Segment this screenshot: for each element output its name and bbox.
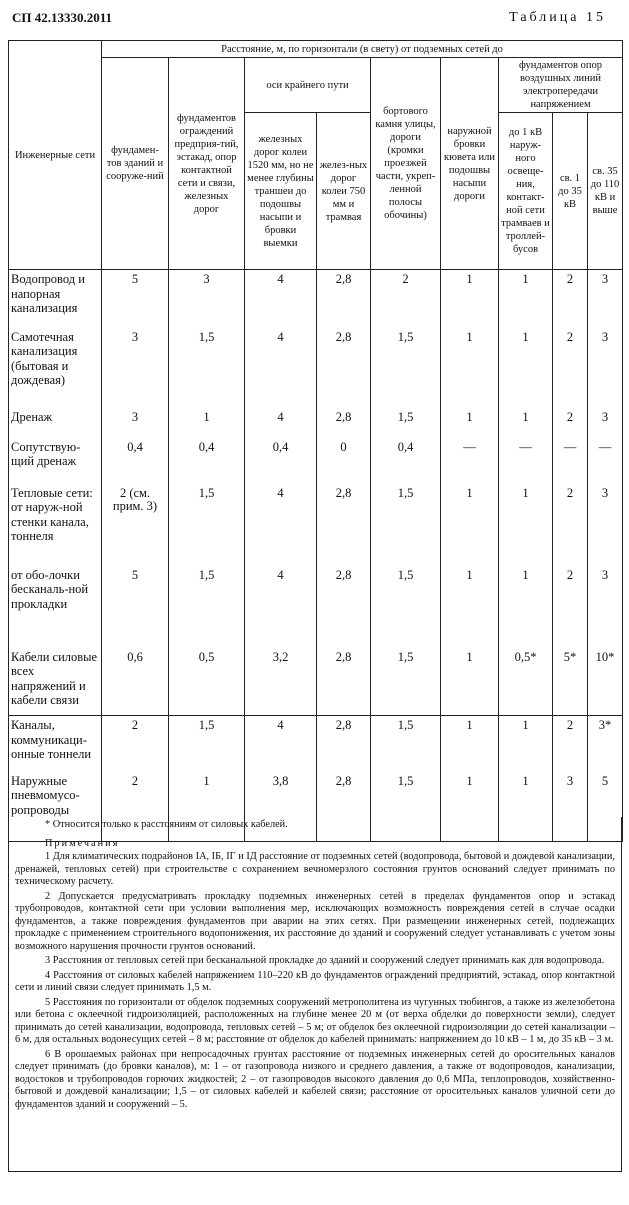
table-row [9, 716, 623, 772]
distance-table [8, 40, 623, 842]
distance-value: 1,5 [371, 484, 441, 566]
header-distance: Расстояние, м, по горизонтали (в свету) от подземных сетей до [102, 41, 623, 58]
network-name: Водопровод и напорная канализация [9, 270, 102, 328]
distance-value: 4 [245, 270, 317, 328]
distance-value: 3 [102, 408, 169, 438]
distance-value: 10* [588, 648, 623, 716]
note-item: 3 Расстояния от тепловых сетей при бесканальной прокладке до зданий и сооружений следует принимать как для водопровода. [45, 955, 605, 966]
header-networks: Инженерные сети [9, 41, 102, 270]
distance-value: 2 (см. прим. 3) [102, 484, 169, 566]
table-row [9, 328, 623, 408]
distance-value: 3 [102, 328, 169, 408]
distance-value: 5 [102, 270, 169, 328]
distance-value: 3* [588, 716, 623, 772]
distance-value: 1 [499, 270, 553, 328]
distance-value: 3 [588, 408, 623, 438]
distance-value: 2 [553, 484, 588, 566]
network-name: Самотечная канализация (бытовая и дождевая) [9, 328, 102, 408]
distance-value: 3 [588, 566, 623, 648]
distance-value: 1 [441, 408, 499, 438]
distance-value: 3 [588, 270, 623, 328]
distance-value: 1 [499, 772, 553, 842]
distance-value: 3 [169, 270, 245, 328]
distance-value: 0 [317, 438, 371, 484]
network-name: от обо-лочки бесканаль-ной прокладки [9, 566, 102, 648]
distance-value: 4 [245, 328, 317, 408]
network-name: Сопутствую-щий дренаж [9, 438, 102, 484]
page-header [8, 10, 620, 32]
distance-value: 1 [499, 484, 553, 566]
distance-value: 1 [441, 716, 499, 772]
distance-value: 1 [441, 484, 499, 566]
distance-value: 1 [169, 772, 245, 842]
distance-value: 1,5 [169, 716, 245, 772]
distance-value: 2 [553, 408, 588, 438]
distance-value: 0,5* [499, 648, 553, 716]
header-curb: бортового камня улицы, дороги (кромки проезжей части, укреп-ленной полосы обочины) [371, 58, 441, 270]
distance-value: 1,5 [169, 328, 245, 408]
distance-value: — [441, 438, 499, 484]
distance-value: 4 [245, 566, 317, 648]
notes-section [8, 817, 622, 1172]
table-label: Таблица 15 [509, 10, 606, 25]
table-row [9, 484, 623, 566]
distance-value: 2 [553, 270, 588, 328]
table-row [9, 648, 623, 716]
distance-value: 1,5 [371, 408, 441, 438]
distance-value: 0,4 [169, 438, 245, 484]
distance-value: 1,5 [371, 328, 441, 408]
note-item: 2 Допускается предусматривать прокладку подземных инженерных сетей в пределах фундаментов опор и эстакад трубопроводов, контактной сети при условии выполнения мер, исключающих возможность повреждения сетей в случае осадки фундаментов, а также повреждения фундаментов при аварии на этих сетях. При размещении инженерных сетей, подлежащих прокладке с применением строительного водопонижения, их расстояние до зданий и сооружений следует устанавливать с учетом зоны возможного нарушения прочности грунтов оснований. [15, 890, 615, 952]
distance-value: 1 [499, 408, 553, 438]
header-railway-750: желез-ных дорог колеи 750 мм и трамвая [317, 113, 371, 270]
header-foundations-fences: фундаментов ограждений предприя-тий, эстакад, опор контактной сети и связи, железных дорог [169, 58, 245, 270]
header-track-axis: оси крайнего пути [245, 58, 371, 113]
document-code: СП 42.13330.2011 [12, 10, 113, 25]
distance-value: 2 [553, 566, 588, 648]
distance-value: 0,4 [102, 438, 169, 484]
distance-value: 1,5 [371, 648, 441, 716]
network-name: Тепловые сети: от наруж-ной стенки канала, тоннеля [9, 484, 102, 566]
distance-value: 2,8 [317, 484, 371, 566]
distance-value: 1 [499, 716, 553, 772]
network-name: Каналы, коммуникаци-онные тоннели [9, 716, 102, 772]
table-row [9, 566, 623, 648]
header-foundations-buildings: фундамен-тов зданий и сооруже-ний [102, 58, 169, 270]
distance-value: — [588, 438, 623, 484]
distance-value: 1,5 [371, 566, 441, 648]
distance-value: 2 [371, 270, 441, 328]
distance-value: 5* [553, 648, 588, 716]
table-row [9, 408, 623, 438]
note-item: 1 Для климатических подрайонов IA, IБ, IГ и IД расстояние от подземных сетей (водопровода, бытовой и дождевой канализации, дренажей, тепловых сетей) при строительстве с сохранением вечномерзлого состояния грунтов оснований следует принимать по техническому расчету. [15, 851, 615, 887]
distance-value: 5 [102, 566, 169, 648]
note-item: 4 Расстояния от силовых кабелей напряжением 110–220 кВ до фундаментов ограждений предприятий, эстакад, опор контактной сети и линий связи следует принимать 1,5 м. [15, 969, 615, 993]
distance-value: 4 [245, 484, 317, 566]
distance-value: 1 [441, 566, 499, 648]
distance-value: 2,8 [317, 328, 371, 408]
distance-value: — [553, 438, 588, 484]
distance-value: 2,8 [317, 716, 371, 772]
distance-value: 3 [553, 772, 588, 842]
distance-value: 4 [245, 716, 317, 772]
network-name: Кабели силовые всех напряжений и кабели связи [9, 648, 102, 716]
network-name: Наружные пневмомусо-ропроводы [9, 772, 102, 842]
header-ditch: наружной бровки кювета или подошвы насыпи дороги [441, 58, 499, 270]
distance-value: 2,8 [317, 566, 371, 648]
distance-value: 1 [441, 328, 499, 408]
distance-value: 2,8 [317, 772, 371, 842]
distance-value: 1,5 [371, 716, 441, 772]
network-name: Дренаж [9, 408, 102, 438]
distance-value: 3 [588, 328, 623, 408]
distance-value: 1 [169, 408, 245, 438]
table-row [9, 438, 623, 484]
distance-value: 2,8 [317, 408, 371, 438]
distance-value: 2 [102, 772, 169, 842]
notes-title: Примечания [45, 837, 120, 849]
distance-value: 1,5 [371, 772, 441, 842]
header-to-1kv: до 1 кВ наруж-ного освеще-ния, контакт-ной сети трамваев и троллей-бусов [499, 113, 553, 270]
distance-value: 3 [588, 484, 623, 566]
distance-value: 2 [553, 716, 588, 772]
distance-value: 1 [441, 270, 499, 328]
distance-value: — [499, 438, 553, 484]
distance-value: 3,8 [245, 772, 317, 842]
distance-value: 1,5 [169, 484, 245, 566]
distance-value: 2 [102, 716, 169, 772]
distance-value: 2,8 [317, 648, 371, 716]
distance-value: 0,6 [102, 648, 169, 716]
table-row [9, 270, 623, 328]
distance-value: 1 [499, 566, 553, 648]
note-item: 5 Расстояния по горизонтали от обделок подземных сооружений метрополитена из чугунных тюбингов, а также из железобетона или бетона с оклеечной гидроизоляцией, расположенных на глубине менее 20 м (от верха обделки до поверхности земли), следует принимать до сетей канализации, водопровода, тепловых сетей – 5 м; от обделок без оклеечной гидроизоляции до сетей канализации – 6 м, для остальных водонесущих сетей – 8 м; расстояние от обделок до кабелей принимать: напряжением до 10 кВ – 1 м, до 35 кВ – 3 м. [15, 996, 615, 1045]
distance-value: 1,5 [169, 566, 245, 648]
distance-value: 2,8 [317, 270, 371, 328]
distance-value: 5 [588, 772, 623, 842]
header-35-110kv: св. 35 до 110 кВ и выше [588, 113, 623, 270]
distance-value: 0,4 [371, 438, 441, 484]
distance-value: 1 [499, 328, 553, 408]
distance-value: 1 [441, 772, 499, 842]
distance-value: 2 [553, 328, 588, 408]
distance-value: 0,5 [169, 648, 245, 716]
header-1-35kv: св. 1 до 35 кВ [553, 113, 588, 270]
header-power-poles: фундаментов опор воздушных линий электропередачи напряжением [499, 58, 623, 113]
distance-value: 4 [245, 408, 317, 438]
distance-value: 3,2 [245, 648, 317, 716]
distance-value: 1 [441, 648, 499, 716]
footnote-star: * Относится только к расстояниям от силовых кабелей. [45, 819, 288, 830]
note-item: 6 В орошаемых районах при непросадочных грунтах расстояние от подземных инженерных сетей до оросительных каналов следует принимать (до бровки каналов), м: 1 – от газопровода низкого и среднего давления, а также от водопроводов, канализации, водостоков и трубопроводов горючих жидкостей; 2 – от газопроводов высокого давления до 0,6 МПа, теплопроводов, хозяйственно-бытовой и дождевой канализации; 1,5 – от силовых кабелей и кабелей связи; расстояние от оросительных каналов уличной сети до фундаментов зданий и сооружений – 5. [15, 1048, 615, 1110]
distance-value: 0,4 [245, 438, 317, 484]
header-railway-1520: железных дорог колеи 1520 мм, но не менее глубины траншеи до подошвы насыпи и бровки выемки [245, 113, 317, 270]
